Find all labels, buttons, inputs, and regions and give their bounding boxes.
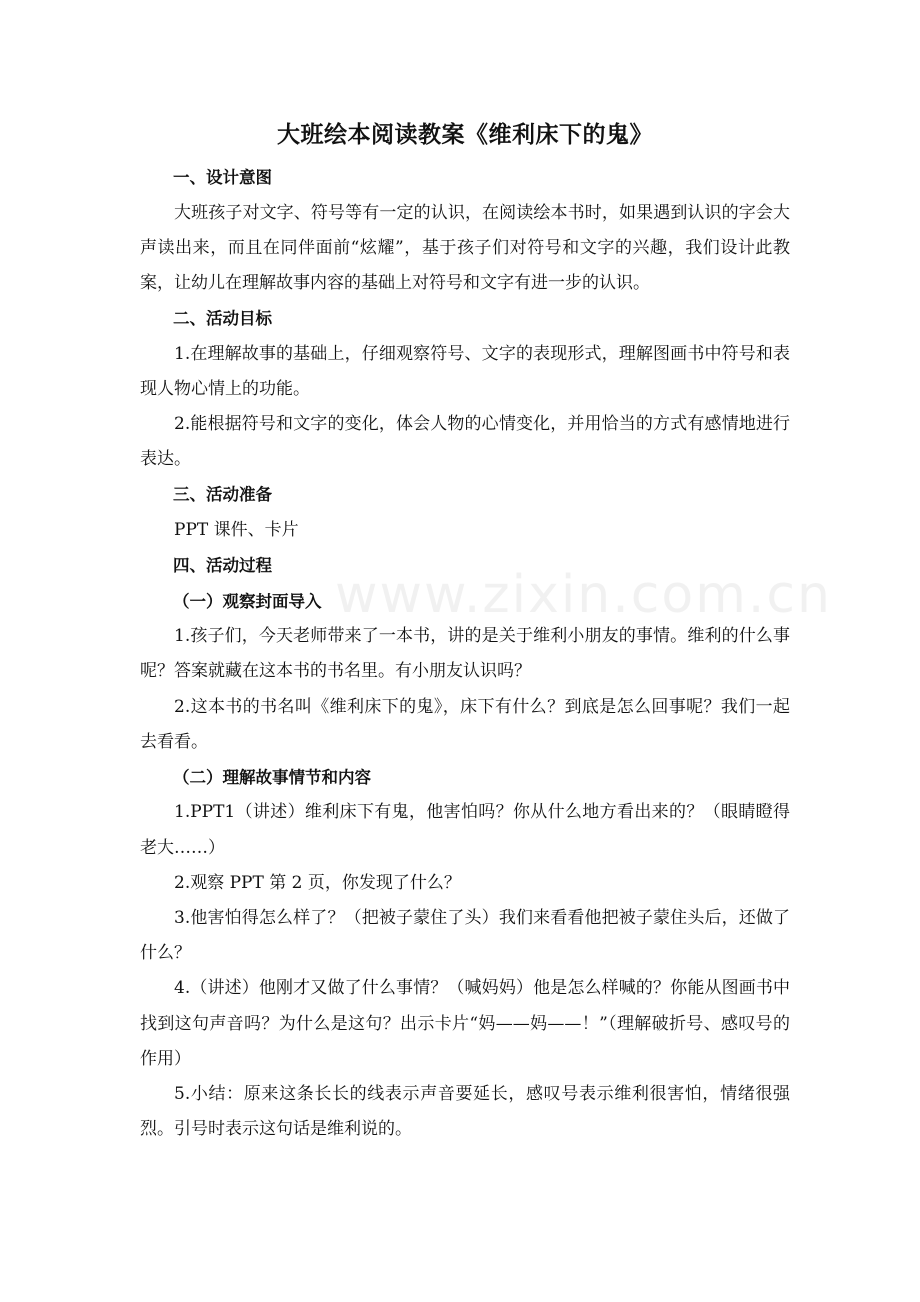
document-title: 大班绘本阅读教案《维利床下的鬼》 <box>277 122 653 148</box>
subheading-cover-intro: （一）观察封面导入 <box>173 591 322 611</box>
paragraph-goal-1: 1.在理解故事的基础上，仔细观察符号、文字的表现形式，理解图画书中符号和表现人物心情上的功能。 <box>140 343 790 399</box>
watermark: www.zixin.com.cn <box>335 565 832 625</box>
document-page <box>140 118 790 1147</box>
section-heading-preparation: 三、活动准备 <box>173 485 272 505</box>
paragraph-story-2: 2.观察 PPT 第 2 页，你发现了什么？ <box>174 872 461 893</box>
paragraph-story-5: 5.小结：原来这条长长的线表示声音要延长，感叹号表示维利很害怕，情绪很强烈。引号时表示这句话是维利说的。 <box>140 1084 790 1140</box>
paragraph-goal-2: 2.能根据符号和文字的变化，体会人物的心情变化，并用恰当的方式有感情地进行表达。 <box>140 414 790 470</box>
section-heading-goals: 二、活动目标 <box>173 309 272 329</box>
paragraph-cover-1: 1.孩子们，今天老师带来了一本书，讲的是关于维利小朋友的事情。维利的什么事呢？答案就藏在这本书的书名里。有小朋友认识吗？ <box>140 626 790 682</box>
subheading-story-understanding: （二）理解故事情节和内容 <box>173 767 371 787</box>
section-heading-process: 四、活动过程 <box>173 556 272 576</box>
paragraph-preparation: PPT 课件、卡片 <box>174 519 299 540</box>
paragraph-design-intent: 大班孩子对文字、符号等有一定的认识，在阅读绘本书时，如果遇到认识的字会大声读出来，而且在同伴面前“炫耀”，基于孩子们对符号和文字的兴趣，我们设计此教案，让幼儿在理解故事内容的基础上对符号和文字有进一步的认识。 <box>140 202 790 293</box>
paragraph-story-4: 4.（讲述）他刚才又做了什么事情？（喊妈妈）他是怎么样喊的？你能从图画书中找到这句声音吗？为什么是这句？出示卡片“妈——妈——！”（理解破折号、感叹号的作用） <box>140 978 790 1069</box>
section-heading-design-intent: 一、设计意图 <box>173 168 272 187</box>
paragraph-story-1: 1.PPT1（讲述）维利床下有鬼，他害怕吗？你从什么地方看出来的？（眼睛瞪得老大……） <box>140 802 790 858</box>
paragraph-cover-2: 2.这本书的书名叫《维利床下的鬼》，床下有什么？到底是怎么回事呢？我们一起去看看。 <box>140 696 790 752</box>
paragraph-story-3: 3.他害怕得怎么样了？（把被子蒙住了头）我们来看看他把被子蒙住头后，还做了什么？ <box>140 908 790 964</box>
